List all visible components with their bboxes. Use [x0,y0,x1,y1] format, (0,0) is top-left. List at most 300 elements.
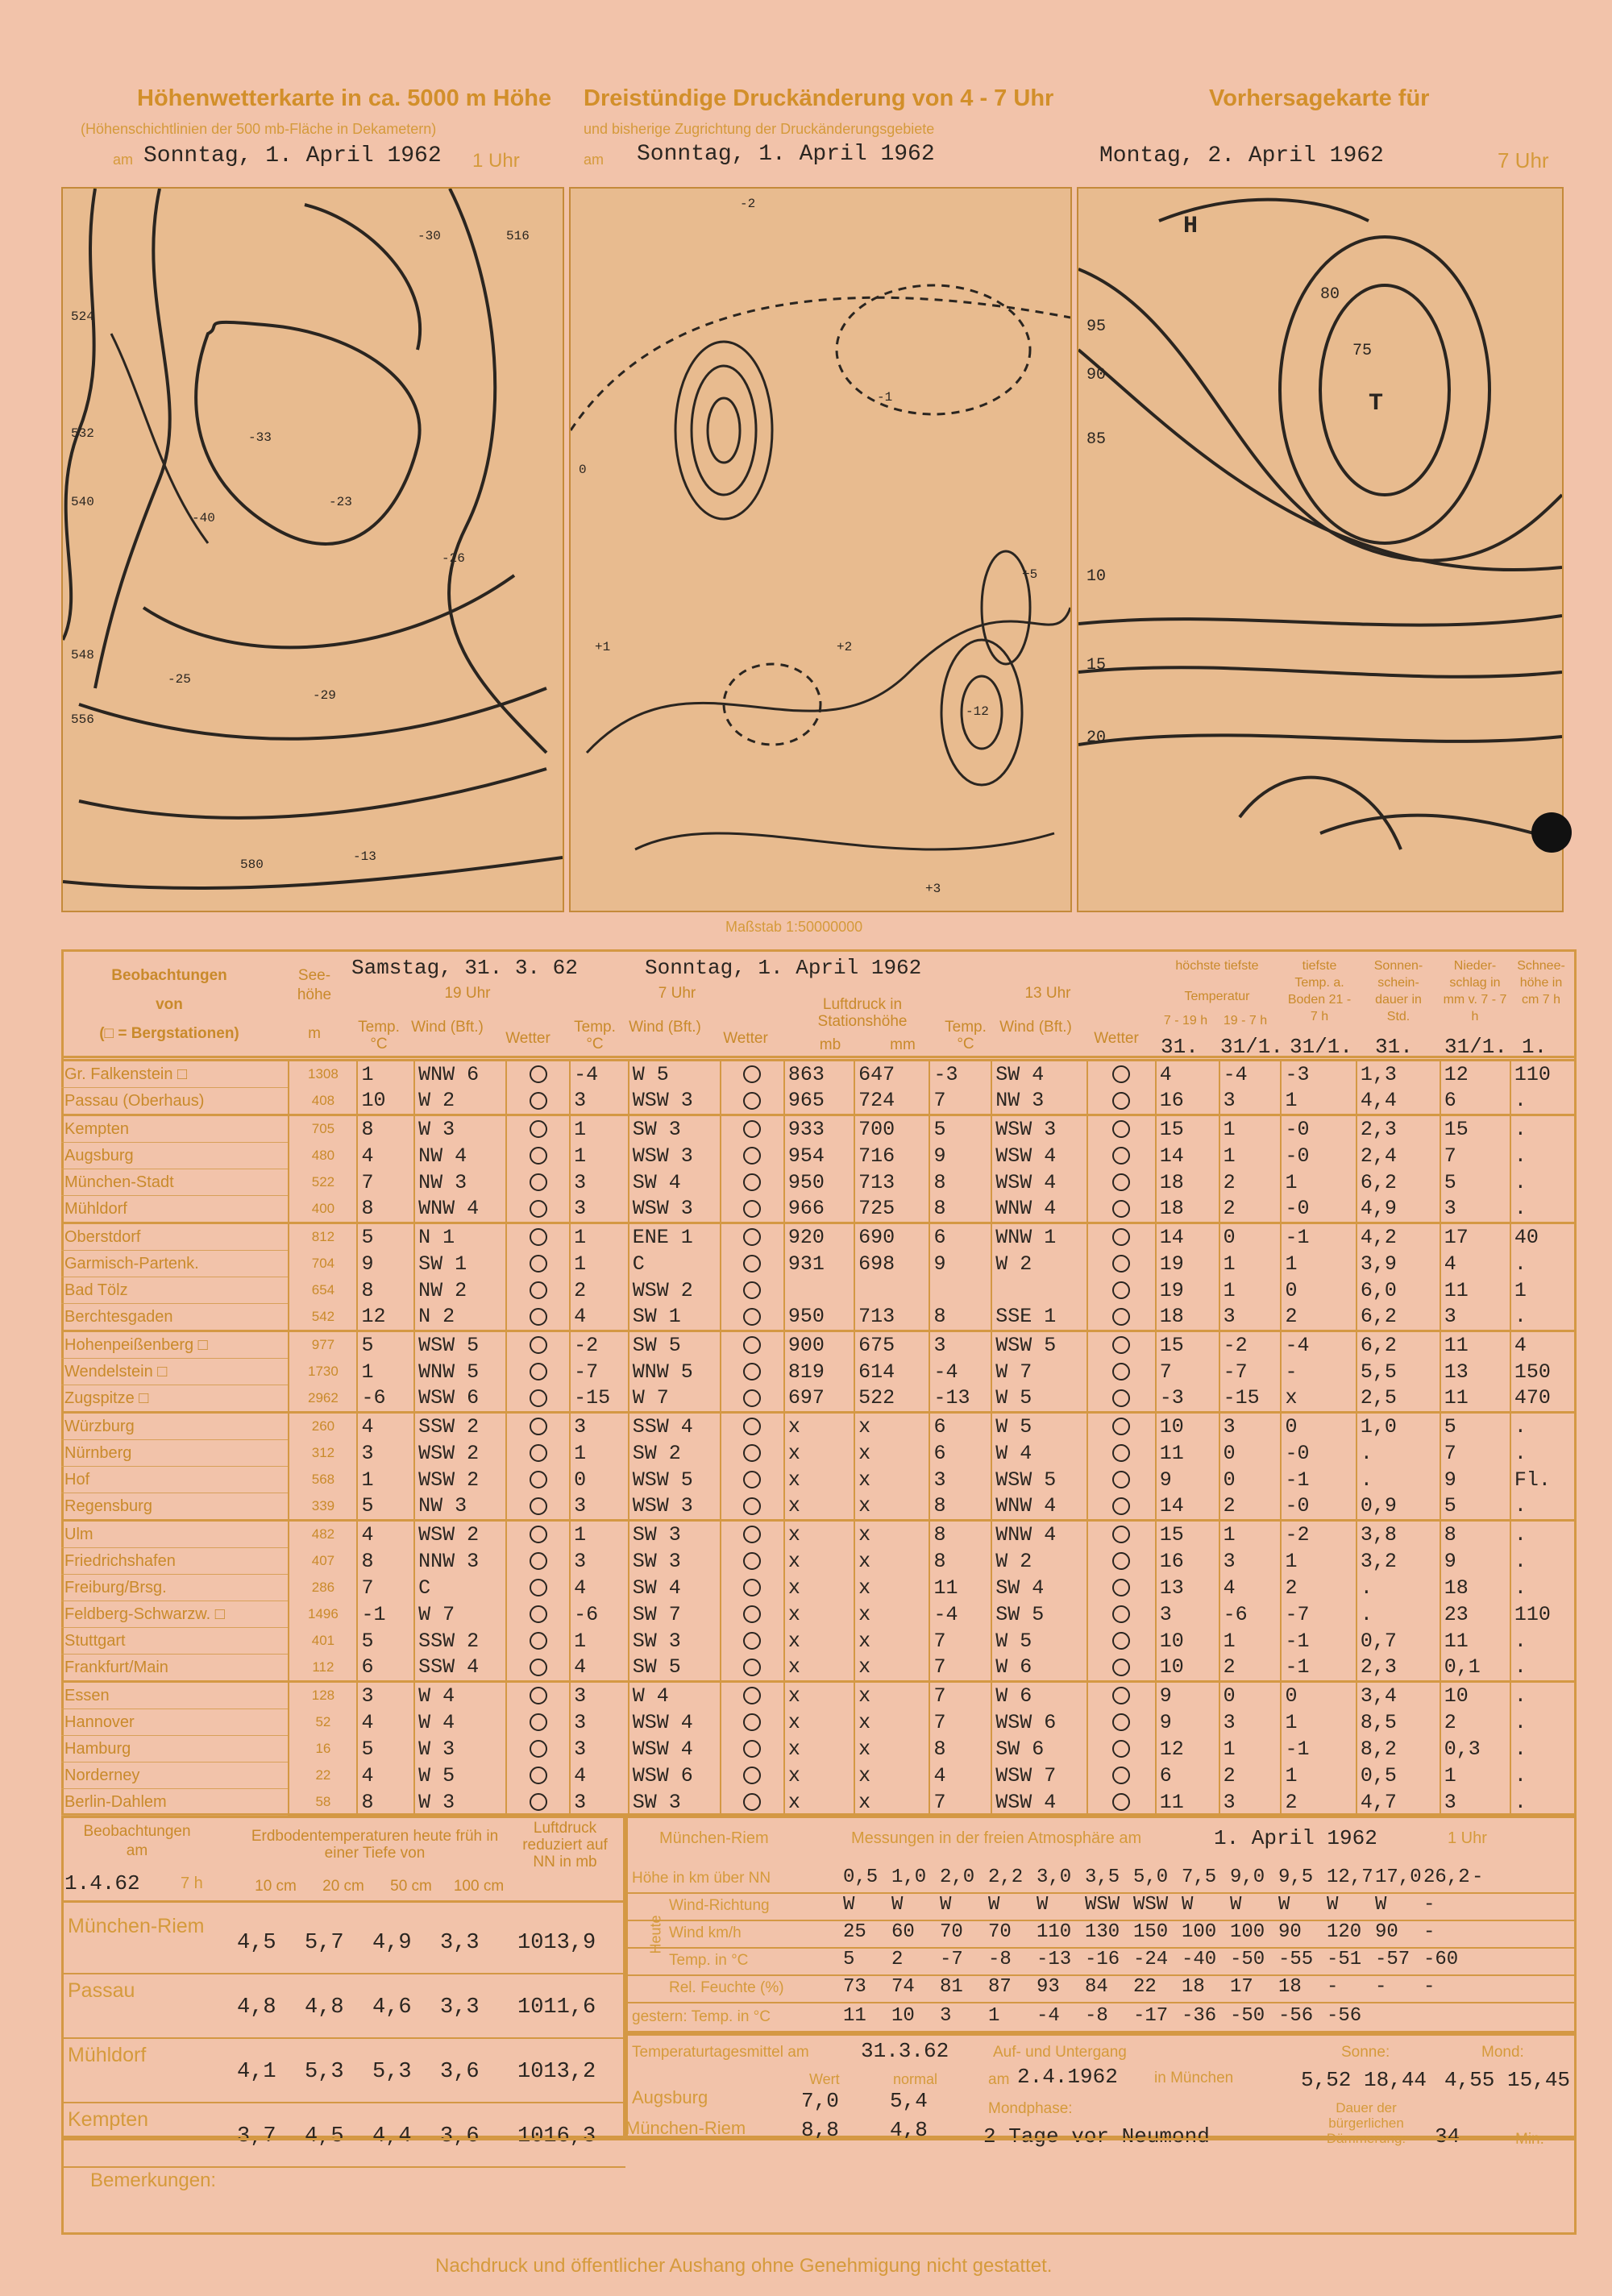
weather-symbol-cell [1087,1251,1156,1277]
weather-symbol-cell [721,1655,784,1682]
upper-value: -4 [1037,2005,1060,2027]
cell-mm: x [854,1655,929,1682]
cell-bod: 1 [1281,1709,1356,1736]
cell-t3: 7 [929,1789,991,1816]
upper-value: 26,2 [1423,1866,1470,1888]
weather-circle-icon [743,1120,761,1138]
cell-w2: SW 5 [629,1655,721,1682]
cell-t1: 9 [357,1251,414,1277]
cell-sun: 3,4 [1356,1682,1440,1709]
cell-bod: 0 [1281,1413,1356,1440]
th-temp: Temp. °C [945,1019,987,1053]
cell-rr: 7 [1440,1143,1510,1169]
weather-circle-icon [1112,1659,1130,1676]
cell-w2: WSW 3 [629,1196,721,1223]
upper-value: -57 [1375,1949,1410,1970]
weather-circle-icon [743,1228,761,1246]
weather-circle-icon [530,1336,547,1354]
cell-w2: WSW 4 [629,1709,721,1736]
cell-w2: W 4 [629,1682,721,1709]
cell-w2: ENE 1 [629,1223,721,1251]
soil-temp-value: 5,3 [372,2060,412,2084]
cell-w3: W 6 [991,1682,1086,1709]
cell-alt: 339 [289,1493,357,1521]
cell-sn: . [1510,1304,1576,1331]
upper-value: W [940,1894,952,1916]
soil-depth-header: 50 cm [390,1878,432,1895]
cell-sn: . [1510,1493,1576,1521]
weather-circle-icon [743,1740,761,1758]
augsburg-label: Augsburg [632,2087,708,2107]
th-berg: (□ = Bergstationen) [99,1025,239,1042]
cell-w1: WSW 2 [414,1467,506,1493]
table-row [61,1789,1576,1816]
cell-bod: -7 [1281,1601,1356,1628]
cell-alt: 16 [289,1736,357,1762]
weather-circle-icon [1112,1092,1130,1110]
cell-t1: 1 [357,1359,414,1385]
upper-value: 87 [988,1976,1012,1998]
cell-alt: 400 [289,1196,357,1223]
cell-max: 11 [1156,1789,1219,1816]
cell-sn: . [1510,1115,1576,1143]
weather-symbol-cell [721,1359,784,1385]
soil-temp-value: 3,6 [440,2060,480,2084]
weather-circle-icon [530,1444,547,1462]
upper-value: 84 [1085,1976,1108,1998]
soil-luft: Luftdruck reduziert auf NN in mb [522,1820,608,1870]
cell-w3: SW 4 [991,1575,1086,1601]
upper-value: 10 [891,2005,915,2027]
cell-w3: WNW 4 [991,1521,1086,1548]
weather-symbol-cell [506,1467,570,1493]
cell-rr: 7 [1440,1440,1510,1467]
cell-sun: 2,3 [1356,1655,1440,1682]
map2-title: Dreistündige Druckänderung von 4 - 7 Uhr [584,85,1054,111]
weather-symbol-cell [506,1251,570,1277]
cell-stn: Stuttgart [61,1628,289,1655]
weather-symbol-cell [1087,1223,1156,1251]
th-d31b: 31. [1375,1035,1413,1059]
cell-rr: 9 [1440,1467,1510,1493]
table-row [61,1088,1576,1115]
weather-circle-icon [743,1389,761,1407]
table-row [61,1331,1576,1359]
cell-w1: W 4 [414,1682,506,1709]
cell-bod: 1 [1281,1251,1356,1277]
cell-t1: 8 [357,1548,414,1575]
cell-t1: 7 [357,1169,414,1196]
cell-t2: 4 [570,1575,629,1601]
cell-t3: 8 [929,1493,991,1521]
weather-circle-icon [1112,1444,1130,1462]
cell-sun: 2,4 [1356,1143,1440,1169]
th-wetter: Wetter [723,1030,768,1047]
map2-date: Sonntag, 1. April 1962 [637,142,935,167]
soil-title1: Beobachtungen [83,1823,191,1840]
cell-w2: SW 1 [629,1304,721,1331]
upper-value: 70 [988,1921,1012,1943]
weather-circle-icon [1112,1497,1130,1515]
cell-bod: -1 [1281,1628,1356,1655]
cell-stn: Norderney [61,1762,289,1789]
weather-symbol-cell [506,1548,570,1575]
weather-symbol-cell [721,1736,784,1762]
cell-mb: x [784,1601,854,1628]
table-row [61,1277,1576,1304]
weather-circle-icon [743,1713,761,1731]
cell-mb: 900 [784,1331,854,1359]
cell-t1: 6 [357,1655,414,1682]
weather-circle-icon [1112,1363,1130,1381]
weather-symbol-cell [721,1413,784,1440]
upper-value: 90 [1375,1921,1398,1943]
cell-w2: W 7 [629,1385,721,1413]
cell-w2: WSW 5 [629,1467,721,1493]
cell-w3: WSW 5 [991,1467,1086,1493]
weather-circle-icon [743,1065,761,1083]
weather-circle-icon [1112,1552,1130,1570]
th-schnee: Schnee-höhe in cm 7 h [1517,959,1565,1007]
upper-heute-label: Heute [647,1915,664,1954]
upper-value: 17 [1230,1976,1253,1998]
upper-value: -50 [1230,1949,1265,1970]
th-m: m [308,1025,321,1042]
upper-station: München-Riem [659,1829,769,1847]
upper-value: 2,0 [940,1866,975,1888]
cell-alt: 480 [289,1143,357,1169]
cell-w2: SW 7 [629,1601,721,1628]
weather-circle-icon [1112,1147,1130,1165]
cell-rr: 18 [1440,1575,1510,1601]
weather-circle-icon [1112,1713,1130,1731]
cell-w2: C [629,1251,721,1277]
upper-date: 1. April 1962 [1214,1826,1377,1850]
weather-symbol-cell [506,1682,570,1709]
cell-alt: 112 [289,1655,357,1682]
cell-w3: SW 6 [991,1736,1086,1762]
weather-symbol-cell [721,1762,784,1789]
upper-value: W [891,1894,904,1916]
cell-t3: 9 [929,1143,991,1169]
soil-rule [61,1900,625,1903]
weather-symbol-cell [506,1440,570,1467]
cell-min: 4 [1219,1575,1282,1601]
cell-w1: W 5 [414,1762,506,1789]
table-row [61,1251,1576,1277]
cell-t2: 3 [570,1709,629,1736]
cell-max: 6 [1156,1762,1219,1789]
map1-label: -26 [442,551,465,566]
th-wind: Wind (Bft.) [411,1019,484,1036]
weather-circle-icon [743,1793,761,1811]
cell-stn: Friedrichshafen [61,1548,289,1575]
cell-stn: München-Stadt [61,1169,289,1196]
upper-row-label: Rel. Feuchte (%) [669,1979,784,1996]
cell-sun: 2,3 [1356,1115,1440,1143]
upper-value: 18 [1182,1976,1205,1998]
cell-min: -2 [1219,1331,1282,1359]
cell-bod: -3 [1281,1061,1356,1088]
cell-t3: 5 [929,1115,991,1143]
cell-t3: 6 [929,1223,991,1251]
table-row [61,1467,1576,1493]
weather-symbol-cell [721,1521,784,1548]
weather-symbol-cell [1087,1493,1156,1521]
map2-label: +5 [1022,567,1038,582]
cell-max: 18 [1156,1196,1219,1223]
soil-depth-header: 10 cm [255,1878,297,1895]
soil-pressure-value: 1013,2 [517,2060,596,2084]
table-row [61,1762,1576,1789]
weather-symbol-cell [721,1115,784,1143]
cell-w2: SW 5 [629,1331,721,1359]
map1-label: 580 [240,857,264,872]
th-mb: mb [819,1036,841,1053]
cell-min: 1 [1219,1251,1282,1277]
cell-sun: 4,4 [1356,1088,1440,1115]
cell-sun: 8,5 [1356,1709,1440,1736]
upper-value: -13 [1037,1949,1072,1970]
cell-stn: Zugspitze □ [61,1385,289,1413]
cell-w2: SW 2 [629,1440,721,1467]
cell-stn: Berlin-Dahlem [61,1789,289,1816]
weather-symbol-cell [506,1601,570,1628]
daemmerung-unit: Min. [1515,2131,1544,2148]
upper-value: - [1423,1976,1435,1998]
weather-circle-icon [1112,1120,1130,1138]
cell-t2: 2 [570,1277,629,1304]
th-t19-7: 19 - 7 h [1223,1014,1268,1028]
table-row [61,1413,1576,1440]
table-row [61,1440,1576,1467]
soil-temp-value: 4,1 [237,2060,276,2084]
soil-date: 1.4.62 [64,1871,140,1895]
map-forecast [1077,187,1564,912]
map2-label: -2 [740,197,756,211]
cell-mb: 954 [784,1143,854,1169]
map2-label: -1 [877,390,893,405]
weather-circle-icon [743,1767,761,1784]
weather-symbol-cell [721,1088,784,1115]
weather-circle-icon [743,1147,761,1165]
map1-label: -13 [353,849,376,864]
weather-symbol-cell [721,1628,784,1655]
upper-value: W [843,1894,855,1916]
cell-mm: 724 [854,1088,929,1115]
map1-date: Sonntag, 1. April 1962 [143,143,442,168]
th-von: von [156,996,183,1013]
weather-symbol-cell [506,1655,570,1682]
cell-alt: 2962 [289,1385,357,1413]
weather-circle-icon [743,1687,761,1704]
upper-value: -56 [1327,2005,1362,2027]
weather-symbol-cell [1087,1548,1156,1575]
cell-max: 15 [1156,1331,1219,1359]
cell-alt: 52 [289,1709,357,1736]
map-500mb [61,187,564,912]
table-row [61,1169,1576,1196]
cell-w1: C [414,1575,506,1601]
cell-w1: W 3 [414,1115,506,1143]
weather-circle-icon [1112,1389,1130,1407]
th-hoehe: höhe [297,986,332,1003]
cell-mm: x [854,1548,929,1575]
th-t7-19: 7 - 19 h [1163,1014,1208,1028]
map1-label: 532 [71,426,94,441]
cell-mm: x [854,1762,929,1789]
cell-alt: 1308 [289,1061,357,1088]
weather-symbol-cell [1087,1601,1156,1628]
weather-circle-icon [530,1255,547,1273]
cell-max: 19 [1156,1251,1219,1277]
cell-stn: Hannover [61,1709,289,1736]
map2-label: +3 [925,882,941,896]
cell-stn: Wendelstein □ [61,1359,289,1385]
cell-sn: . [1510,1655,1576,1682]
cell-w2: SW 3 [629,1789,721,1816]
cell-t3: 3 [929,1467,991,1493]
cell-min: 1 [1219,1115,1282,1143]
cell-alt: 312 [289,1440,357,1467]
cell-alt: 542 [289,1304,357,1331]
cell-t3: 7 [929,1088,991,1115]
map3-label: 20 [1086,729,1107,747]
cell-t2: -7 [570,1359,629,1385]
map-scale: Maßstab 1:50000000 [725,919,863,935]
cell-min: 1 [1219,1628,1282,1655]
cell-min: 3 [1219,1789,1282,1816]
cell-t1: 4 [357,1143,414,1169]
cell-sun: 0,9 [1356,1493,1440,1521]
cell-sn: . [1510,1088,1576,1115]
map1-label: 540 [71,495,94,509]
cell-bod: 1 [1281,1762,1356,1789]
th-luftdruck: Luftdruck in Stationshöhe [817,996,908,1030]
weather-circle-icon [1112,1687,1130,1704]
cell-alt: 401 [289,1628,357,1655]
cell-alt: 1730 [289,1359,357,1385]
cell-rr: 1 [1440,1762,1510,1789]
upper-value: -60 [1423,1949,1459,1970]
cell-t3: -3 [929,1061,991,1088]
cell-sun: . [1356,1601,1440,1628]
upper-value: 100 [1230,1921,1265,1943]
upper-value: WSW [1085,1894,1120,1916]
upper-value: -8 [988,1949,1012,1970]
cell-sun: . [1356,1467,1440,1493]
weather-symbol-cell [506,1143,570,1169]
cell-stn: Gr. Falkenstein □ [61,1061,289,1088]
weather-circle-icon [743,1418,761,1435]
observation-table-body [61,1061,1576,1816]
table-row [61,1493,1576,1521]
cell-mm: x [854,1413,929,1440]
cell-sun: 6,2 [1356,1331,1440,1359]
cell-w1: W 2 [414,1088,506,1115]
cell-min: 0 [1219,1682,1282,1709]
upper-value: -24 [1133,1949,1169,1970]
weather-symbol-cell [721,1277,784,1304]
weather-circle-icon [530,1793,547,1811]
cell-alt: 812 [289,1223,357,1251]
table-row [61,1709,1576,1736]
cell-t2: 4 [570,1762,629,1789]
cell-w3: W 2 [991,1251,1086,1277]
cell-min: 2 [1219,1762,1282,1789]
table-row [61,1359,1576,1385]
cell-w2: WNW 5 [629,1359,721,1385]
cell-bod: 0 [1281,1277,1356,1304]
aufunter-label: Auf- und Untergang [993,2044,1127,2061]
upper-value: -36 [1182,2005,1217,2027]
am-label: am [988,2071,1010,2088]
cell-alt: 1496 [289,1601,357,1628]
cell-t1: 5 [357,1223,414,1251]
cell-mm: 647 [854,1061,929,1088]
cell-min: 0 [1219,1440,1282,1467]
weather-circle-icon [530,1281,547,1299]
th-sun13: 13 Uhr [1024,985,1071,1002]
cell-w3: WSW 3 [991,1115,1086,1143]
upper-value: 3 [940,2005,952,2027]
cell-min: -4 [1219,1061,1282,1088]
cell-w1: NW 4 [414,1143,506,1169]
cell-max: 15 [1156,1521,1219,1548]
cell-w2: SW 3 [629,1521,721,1548]
cell-sn: 470 [1510,1385,1576,1413]
riem-normal: 4,8 [890,2118,928,2142]
cell-sun: 6,0 [1356,1277,1440,1304]
cell-rr: 23 [1440,1601,1510,1628]
cell-t1: 12 [357,1304,414,1331]
cell-w1: NW 3 [414,1493,506,1521]
cell-max: 12 [1156,1736,1219,1762]
cell-t2: 3 [570,1493,629,1521]
weather-symbol-cell [721,1385,784,1413]
cell-sun: 4,2 [1356,1223,1440,1251]
upper-row-label: Höhe in km über NN [632,1870,771,1887]
map1-label: 524 [71,309,94,324]
table-row [61,1223,1576,1251]
soil-pressure-value: 1016,3 [517,2124,596,2149]
mond-value: 4,55 15,45 [1444,2068,1571,2092]
wert-label: Wert [809,2071,840,2087]
th-temp: Temp. °C [358,1019,400,1053]
cell-sun: 3,2 [1356,1548,1440,1575]
th-tiefste-boden: tiefste Temp. a. Boden 21 - 7 h [1287,959,1352,1023]
cell-max: 14 [1156,1143,1219,1169]
weather-symbol-cell [506,1575,570,1601]
weather-symbol-cell [1087,1521,1156,1548]
cell-mm: x [854,1709,929,1736]
cell-bod: 2 [1281,1304,1356,1331]
soil-temp-value: 5,7 [305,1931,344,1955]
remarks-label: Bemerkungen: [90,2169,217,2191]
cell-w3: SW 4 [991,1061,1086,1088]
weather-circle-icon [1112,1228,1130,1246]
th-nieder: Nieder-schlag in mm v. 7 - 7 h [1443,959,1507,1023]
cell-t2: 3 [570,1736,629,1762]
cell-mb: x [784,1493,854,1521]
upper-value: 70 [940,1921,963,1943]
cell-w3: W 5 [991,1385,1086,1413]
cell-max: 7 [1156,1359,1219,1385]
table-row [61,1736,1576,1762]
weather-symbol-cell [721,1440,784,1467]
weather-symbol-cell [721,1331,784,1359]
cell-alt: 704 [289,1251,357,1277]
